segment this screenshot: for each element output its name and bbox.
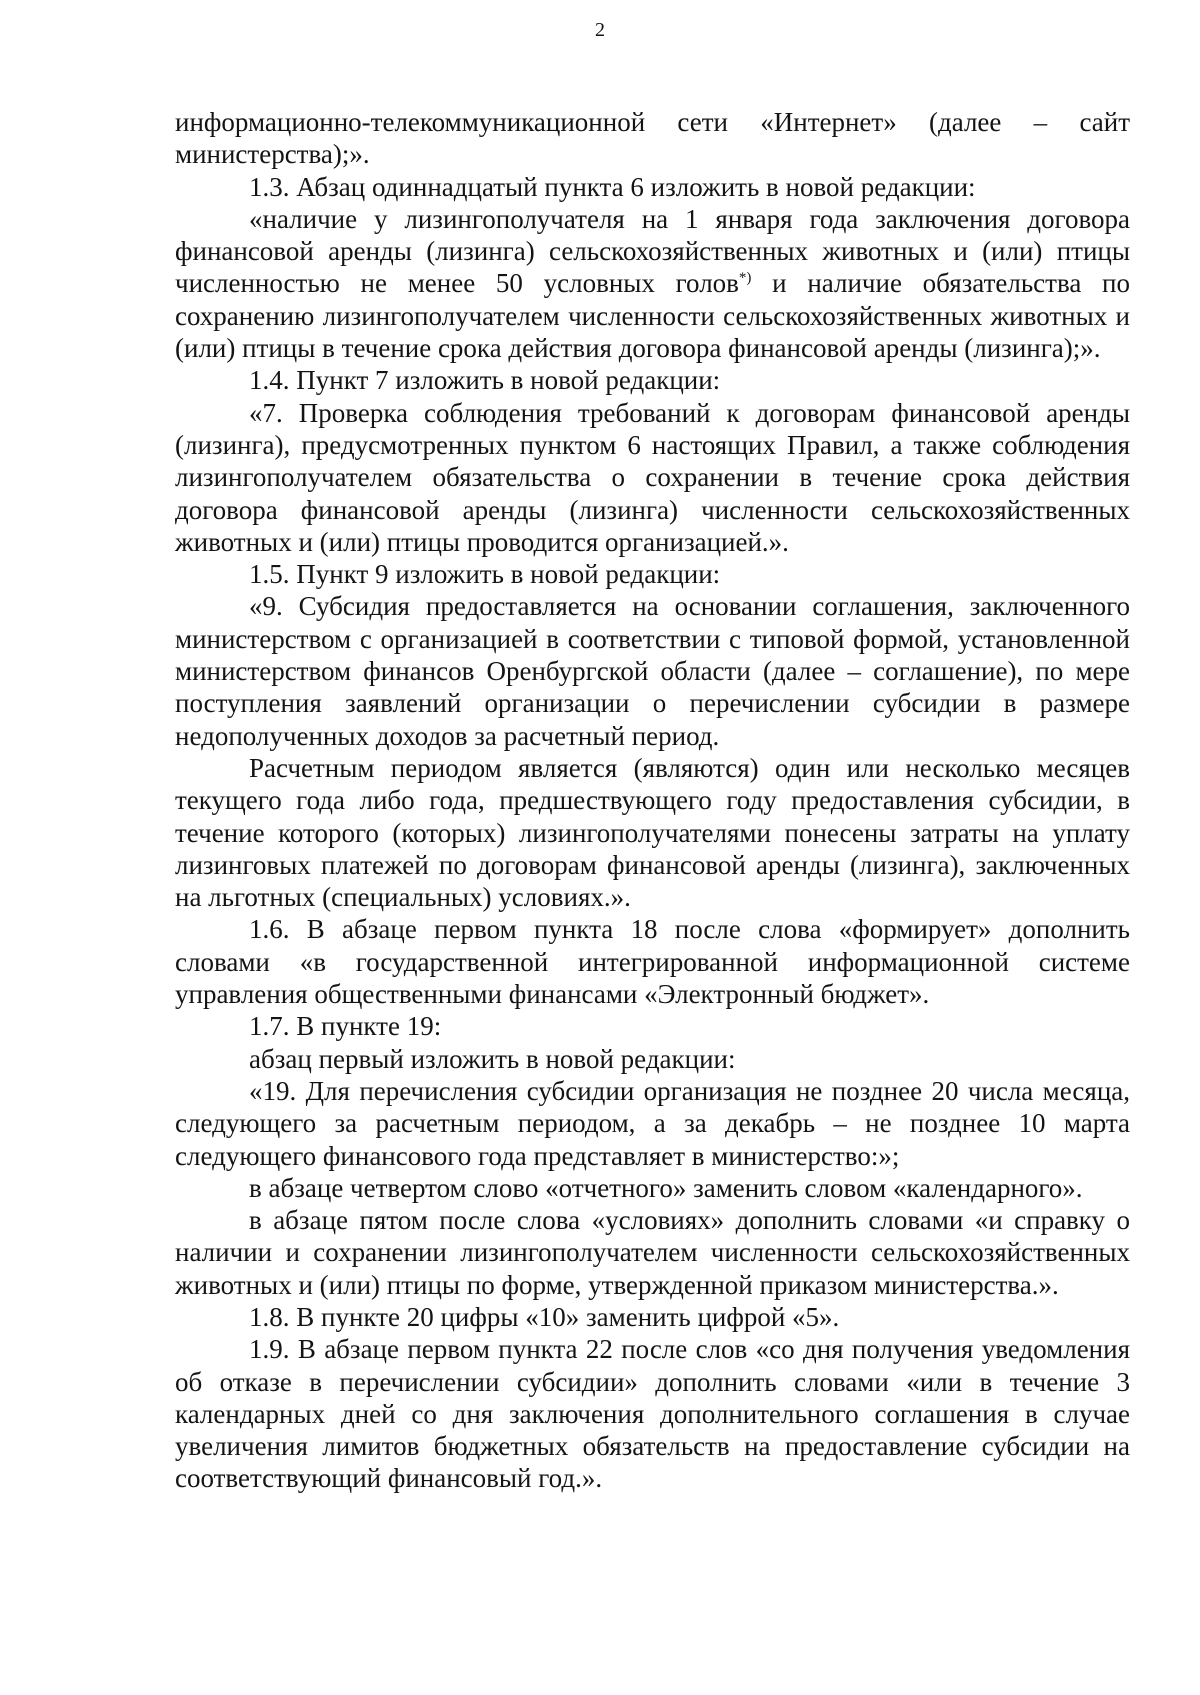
footnote-mark: *) [738,270,752,287]
paragraph-item-1-3: 1.3. Абзац одиннадцатый пункта 6 изложить в новой редакции: [249,171,976,202]
paragraph-text: «наличие у лизингополучателя на 1 января года заключения договора финансовой аренды (лизинга) сельскохозяйственных животных и (или) птицы численностью не менее 50 условных голов [175,203,1130,299]
paragraph-settlement-period: Расчетным периодом является (являются) один или несколько месяцев текущего года либо года, предшествующего году предоставления субсидии, в течение которого (которых) лизингополучателями понесены затраты на уплату лизинговых платежей по договорам финансовой аренды (лизинга), заключенных на льготных (специальных) условиях.». [175,752,1130,913]
paragraph-fifth-abzac: в абзаце пятом после слова «условиях» дополнить словами «и справку о наличии и сохранении лизингополучателем численности сельскохозяйственных животных и (или) птицы по форме, утвержденной приказом министерства.». [175,1205,1130,1300]
paragraph-clause-7: «7. Проверка соблюдения требований к договорам финансовой аренды (лизинга), предусмотренных пунктом 6 настоящих Правил, а также соблюдения лизингополучателем обязательства о сохранении в течение срока действия договора финансовой аренды (лизинга) численности сельскохозяйственных животных и (или) птицы проводится организацией.». [175,397,1130,557]
paragraph-item-1-7: 1.7. В пункте 19: [249,1011,442,1042]
paragraph-item-1-9: 1.9. В абзаце первом пункта 22 после слов «со дня получения уведомления об отказе в перечислении субсидии» дополнить словами «или в течение 3 календарных дней со дня заключения дополнительного соглашения в случае увеличения лимитов бюджетных обязательств на предоставление субсидии на соответствующий финансовый год.». [175,1334,1130,1494]
paragraph-clause-19: «19. Для перечисления субсидии организация не позднее 20 числа месяца, следующего за расчетным периодом, а за декабрь – не позднее 10 марта следующего финансового года представляет в министерство:»; [175,1075,1130,1171]
paragraph-item-1-4: 1.4. Пункт 7 изложить в новой редакции: [249,365,721,396]
paragraph-item-1-6: 1.6. В абзаце первом пункта 18 после слова «формирует» дополнить словами «в государственной интегрированной информационной системе управления общественными финансами «Электронный бюджет». [175,914,1130,1010]
paragraph-site-definition: информационно-телекоммуникационной сети «Интернет» (далее – сайт министерства);». [175,107,1130,170]
paragraph-first-abzac: абзац первый изложить в новой редакции: [249,1043,736,1074]
paragraph-text-continued: и наличие обязательства по сохранению лизингополучателем численности сельскохозяйственных животных и (или) птицы в течение срока действия договора финансовой аренды (лизинга);». [175,268,1130,364]
document-body [175,106,1130,1495]
paragraph-fourth-abzac: в абзаце четвертом слово «отчетного» заменить словом «календарного». [249,1172,1083,1203]
paragraph-clause-9: «9. Субсидия предоставляется на основании соглашения, заключенного министерством с организацией в соответствии с типовой формой, установленной министерством финансов Оренбургской области (далее – соглашение), по мере поступления заявлений организации о перечислении субсидии в размере недополученных доходов за расчетный период. [175,591,1130,751]
paragraph-item-1-8: 1.8. В пункте 20 цифры «10» заменить цифрой «5». [249,1301,840,1332]
page-number: 2 [595,19,605,41]
paragraph-lessee-requirement [175,203,1130,364]
paragraph-item-1-5: 1.5. Пункт 9 изложить в новой редакции: [249,559,721,590]
